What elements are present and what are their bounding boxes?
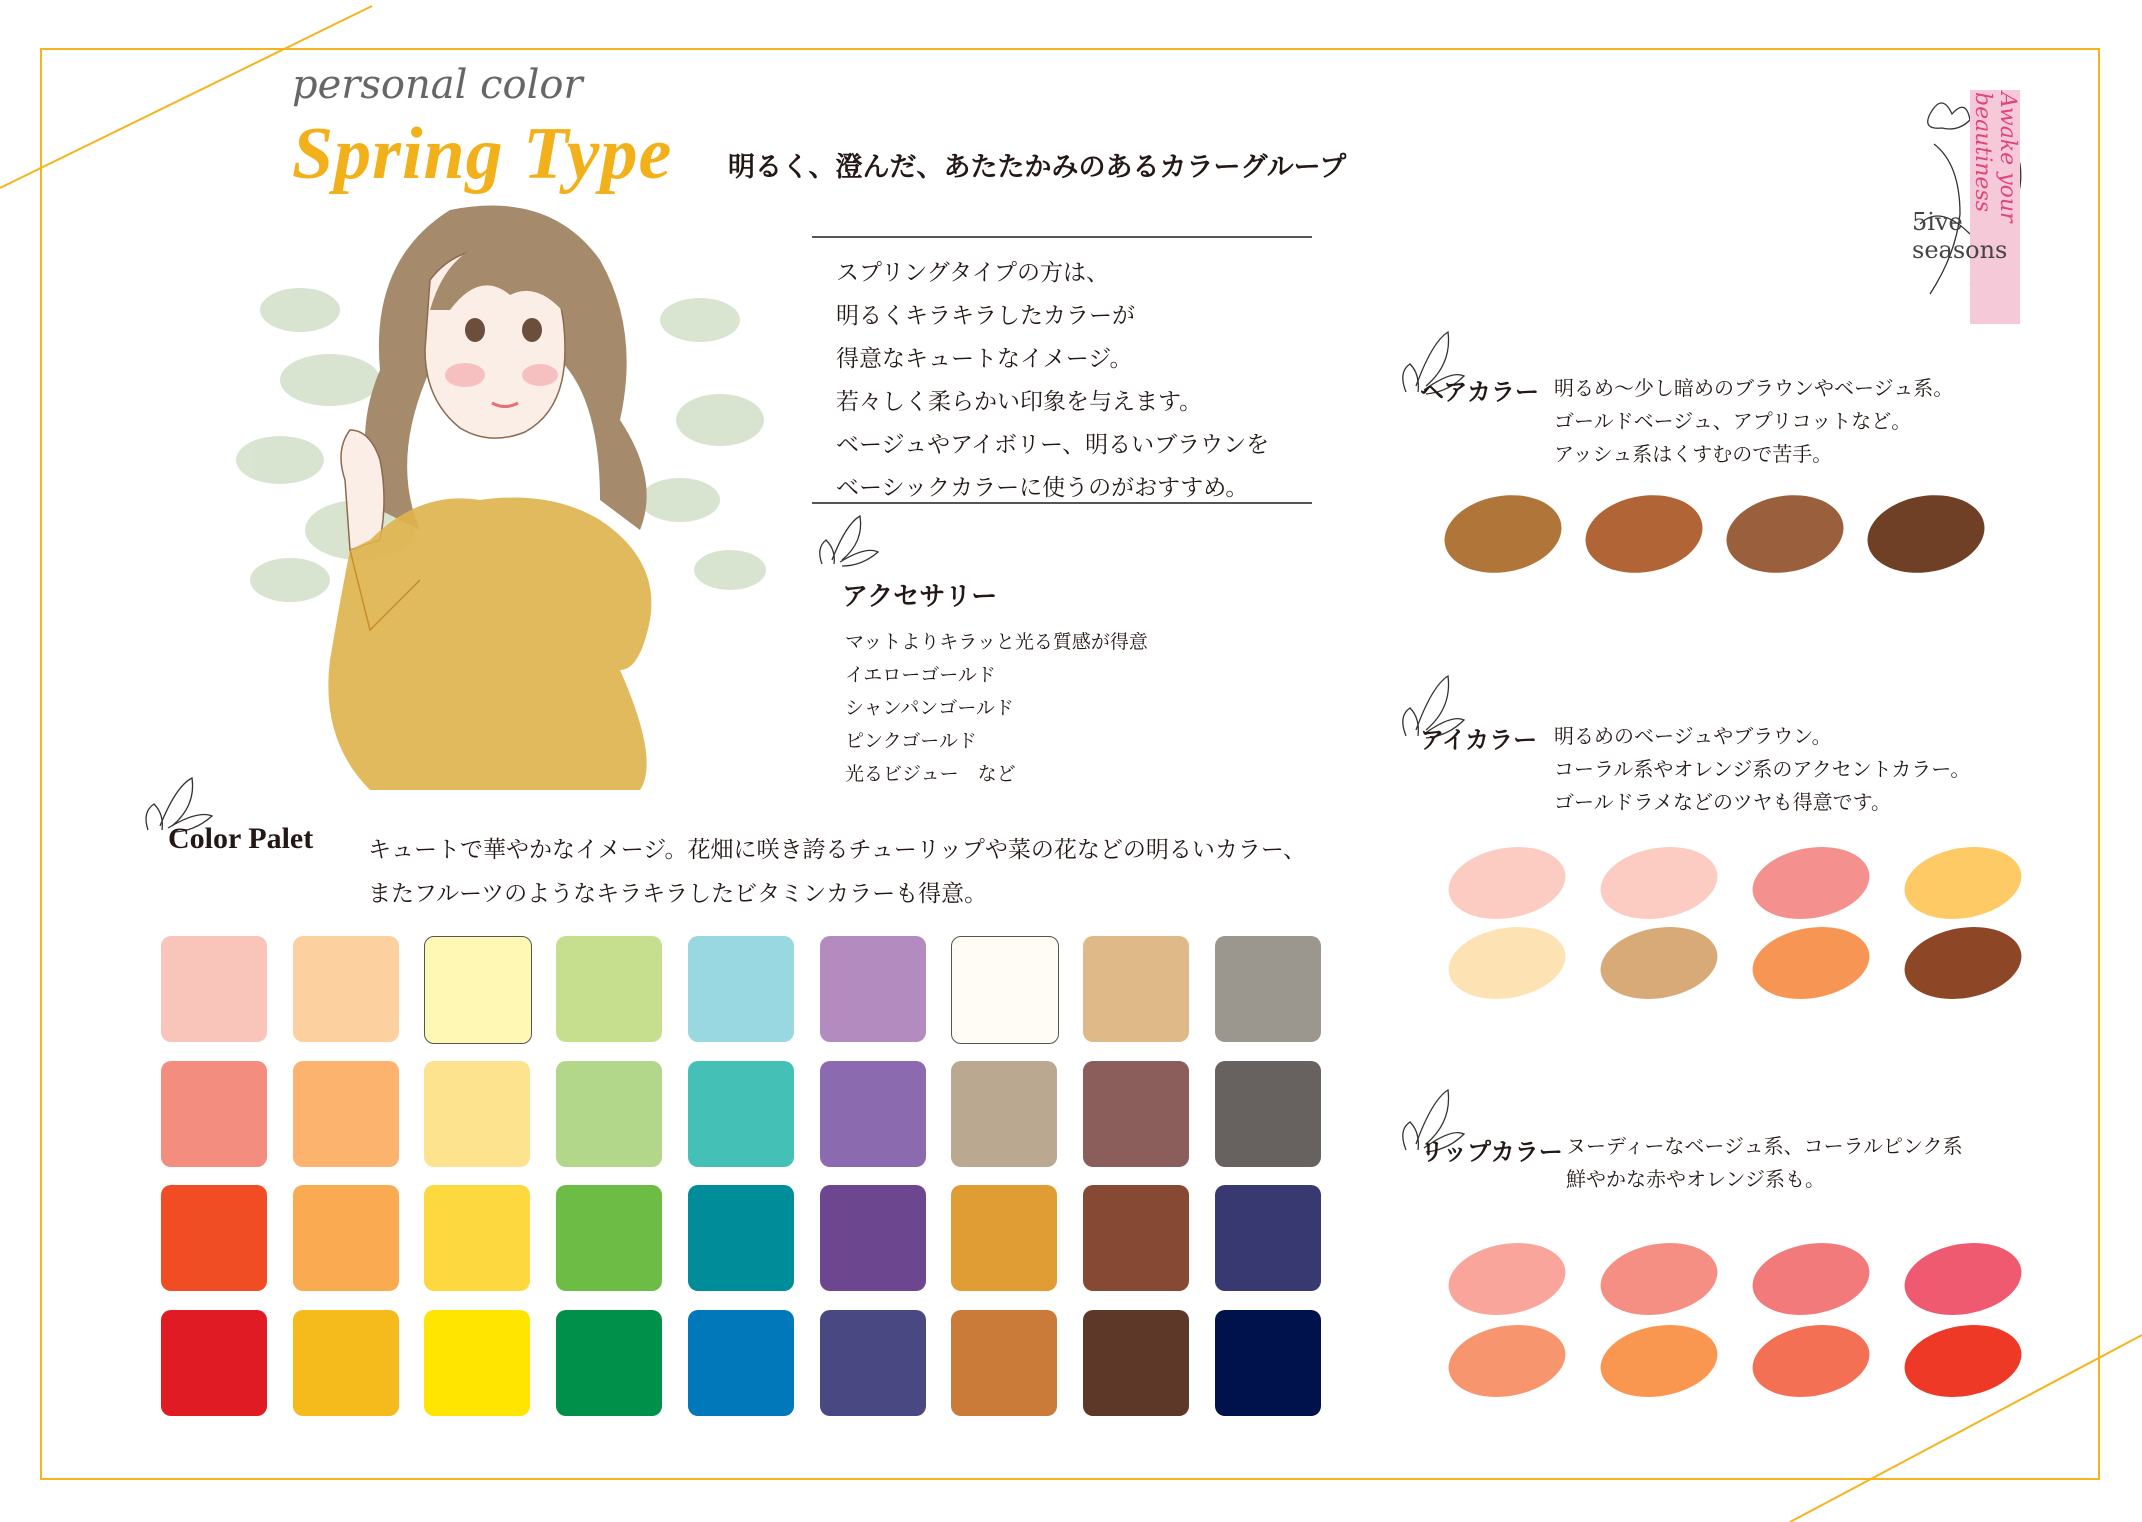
brand-script: Awake your beautiness — [1970, 90, 2020, 324]
color-swatch — [688, 936, 794, 1042]
page-title: Spring Type — [292, 113, 673, 195]
accessory-list — [845, 626, 1148, 791]
accessory-item: シャンパンゴールド — [845, 697, 1014, 719]
color-swatch — [161, 1185, 267, 1291]
color-swatch — [820, 936, 926, 1042]
color-swatch — [161, 1061, 267, 1167]
color-swatch — [424, 1185, 530, 1291]
description-line: 若々しく柔らかい印象を与えます。 — [836, 389, 1203, 415]
divider-bottom — [812, 502, 1312, 504]
color-swatch — [556, 1310, 662, 1416]
description-line: ベージュやアイボリー、明るいブラウンを — [836, 432, 1270, 458]
color-swatch — [556, 936, 662, 1042]
color-swatch — [161, 936, 267, 1042]
color-swatch — [688, 1061, 794, 1167]
eye-line: ゴールドラメなどのツヤも得意です。 — [1554, 790, 1891, 814]
color-swatch — [556, 1185, 662, 1291]
color-swatch — [951, 936, 1059, 1044]
eye-line: 明るめのベージュやブラウン。 — [1554, 724, 1832, 748]
palette-heading: Color Palet — [168, 822, 314, 855]
color-swatch — [820, 1061, 926, 1167]
color-swatch — [293, 1185, 399, 1291]
color-swatch — [688, 1185, 794, 1291]
color-swatch — [424, 1061, 530, 1167]
color-swatch — [1083, 936, 1189, 1042]
eye-heading: アイカラー — [1420, 725, 1538, 754]
color-swatch — [556, 1061, 662, 1167]
hair-line: アッシュ系はくすむので苦手。 — [1554, 442, 1833, 466]
description-line: 明るくキラキラしたカラーが — [836, 303, 1135, 329]
eye-line: コーラル系やオレンジ系のアクセントカラー。 — [1554, 757, 1971, 781]
color-swatch — [688, 1310, 794, 1416]
color-swatch — [820, 1310, 926, 1416]
tagline: 明るく、澄んだ、あたたかみのあるカラーグループ — [728, 152, 1347, 183]
accessory-item: イエローゴールド — [845, 664, 996, 686]
color-swatch — [1215, 1185, 1321, 1291]
color-swatch — [293, 1310, 399, 1416]
color-swatch — [820, 1185, 926, 1291]
color-swatch — [951, 1310, 1057, 1416]
palette-line: またフルーツのようなキラキラしたビタミンカラーも得意。 — [368, 881, 988, 907]
leaf-icon — [812, 508, 882, 572]
palette-line: キュートで華やかなイメージ。花畑に咲き誇るチューリップや菜の花などの明るいカラー、 — [368, 837, 1306, 863]
accessory-item: マットよりキラッと光る質感が得意 — [845, 631, 1148, 653]
hair-line: ゴールドベージュ、アプリコットなど。 — [1554, 409, 1912, 433]
color-swatch — [1215, 936, 1321, 1042]
type-description — [836, 252, 1269, 510]
eye-description — [1554, 720, 1970, 819]
color-swatch — [1215, 1310, 1321, 1416]
accessory-heading: アクセサリー — [842, 582, 998, 612]
lip-line: 鮮やかな赤やオレンジ系も。 — [1566, 1167, 1825, 1191]
description-line: ベーシックカラーに使うのがおすすめ。 — [836, 475, 1249, 501]
color-swatch — [424, 1310, 530, 1416]
description-line: スプリングタイプの方は、 — [836, 260, 1110, 286]
palette-description — [368, 828, 1306, 916]
kicker-text: personal color — [292, 62, 583, 108]
woman-illustration — [220, 200, 780, 800]
color-swatch — [293, 936, 399, 1042]
hair-description — [1554, 372, 1953, 471]
hair-line: 明るめ〜少し暗めのブラウンやベージュ系。 — [1554, 376, 1954, 400]
color-swatch — [1083, 1185, 1189, 1291]
color-swatch — [1083, 1310, 1189, 1416]
lip-line: ヌーディーなベージュ系、コーラルピンク系 — [1566, 1134, 1963, 1158]
description-line: 得意なキュートなイメージ。 — [836, 346, 1133, 372]
spring-woman-drawing — [220, 200, 780, 800]
color-swatch — [951, 1185, 1057, 1291]
brand-logo — [1900, 84, 2060, 324]
color-swatch — [293, 1061, 399, 1167]
divider-top — [812, 236, 1312, 238]
color-swatch — [1215, 1061, 1321, 1167]
brand-name: 5ive seasons — [1912, 208, 2008, 264]
accessory-item: 光るビジュー など — [845, 763, 1016, 785]
lip-description — [1566, 1130, 1963, 1196]
color-swatch — [424, 936, 532, 1044]
hair-heading: ヘアカラー — [1420, 377, 1540, 406]
color-swatch — [1083, 1061, 1189, 1167]
lip-heading: リップカラー — [1420, 1137, 1563, 1166]
color-swatch — [951, 1061, 1057, 1167]
accessory-item: ピンクゴールド — [845, 730, 977, 752]
color-swatch — [161, 1310, 267, 1416]
